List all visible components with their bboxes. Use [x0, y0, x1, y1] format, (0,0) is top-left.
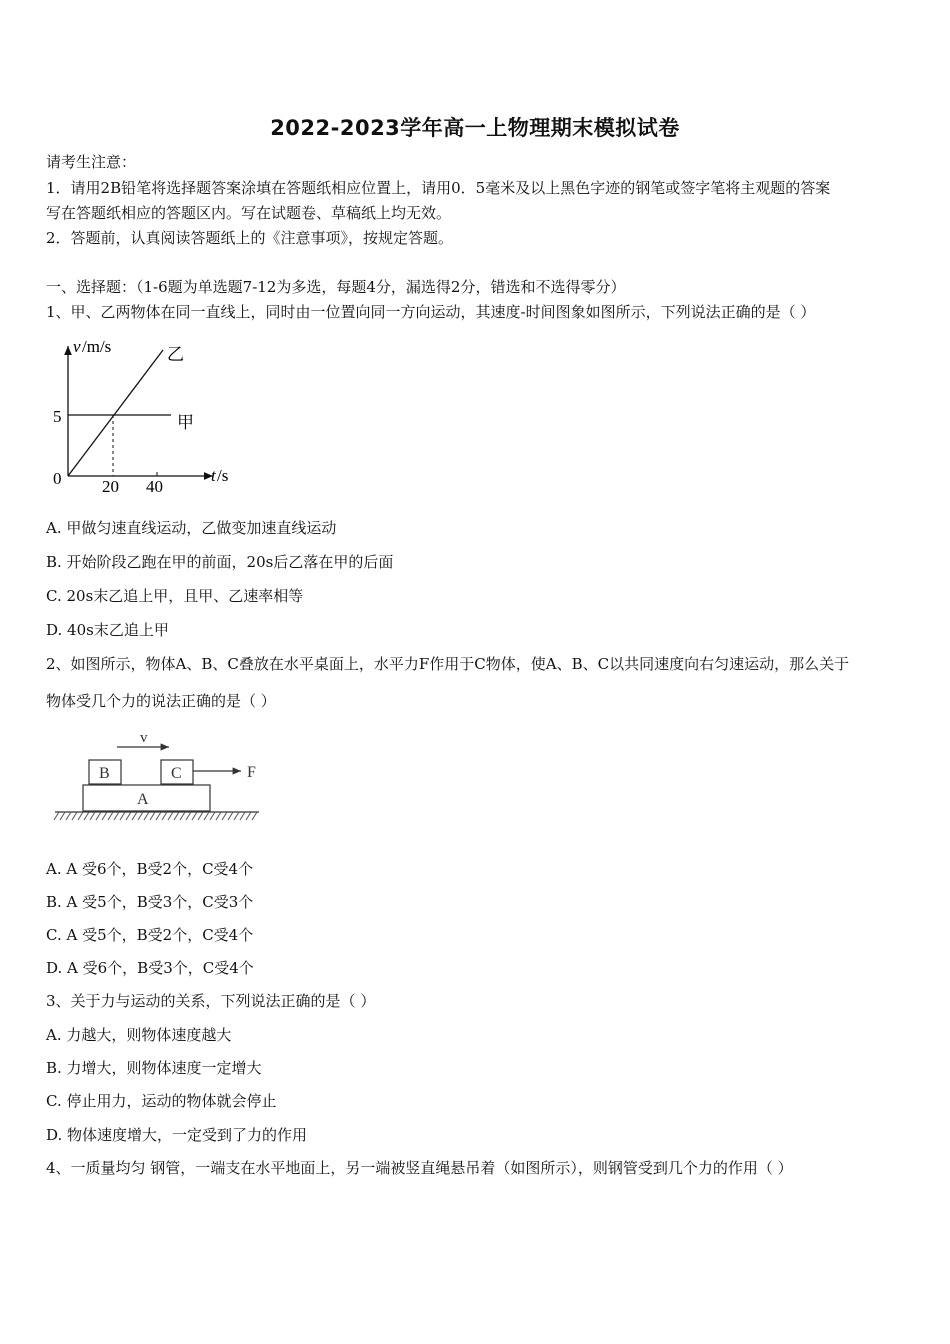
ground-hatch-mark: [162, 812, 167, 820]
q1-option-c: C. 20s末乙追上甲，且甲、乙速率相等: [46, 587, 304, 605]
q2-option-a: A. A 受6个，B受2个，C受4个: [46, 860, 254, 878]
ground-hatch-mark: [240, 812, 245, 820]
q3-stem: 3、关于力与运动的关系，下列说法正确的是（ ）: [46, 992, 376, 1010]
velocity-label: v: [140, 730, 148, 746]
x-tick-40: 40: [146, 477, 163, 496]
y-tick-5: 5: [53, 407, 62, 426]
q3-option-b: B. 力增大，则物体速度一定增大: [46, 1059, 262, 1077]
notice-heading: 请考生注意：: [46, 153, 137, 171]
ground-hatch-mark: [228, 812, 233, 820]
q2-option-c: C. A 受5个，B受2个，C受4个: [46, 926, 254, 944]
q2-stem-line2: 物体受几个力的说法正确的是（ ）: [46, 692, 276, 710]
q3-option-d: D. 物体速度增大，一定受到了力的作用: [46, 1126, 308, 1144]
notice-item: 1．请用2B铅笔将选择题答案涂填在答题纸相应位置上，请用0．5毫米及以上黑色字迹的钢笔或签字笔将主观题的答案: [46, 179, 831, 197]
ground-hatch: [54, 812, 257, 820]
force-label: F: [247, 764, 256, 781]
y-axis-label-v: v: [73, 337, 81, 356]
q2-option-b: B. A 受5个，B受3个，C受3个: [46, 893, 254, 911]
ground-hatch-mark: [84, 812, 89, 820]
series-yi-label: 乙: [167, 345, 184, 364]
ground-hatch-mark: [252, 812, 257, 820]
series-jia-label: 甲: [177, 413, 194, 432]
ground-hatch-mark: [126, 812, 131, 820]
ground-hatch-mark: [216, 812, 221, 820]
ground-hatch-mark: [102, 812, 107, 820]
section-heading: 一、选择题：（1-6题为单选题7-12为多选，每题4分，漏选得2分，错选和不选得零分）: [46, 278, 626, 296]
q1-option-b: B. 开始阶段乙跑在甲的前面，20s后乙落在甲的后面: [46, 553, 394, 571]
notice-item: 2．答题前，认真阅读答题纸上的《注意事项》，按规定答题。: [46, 229, 454, 247]
q1-option-d: D. 40s末乙追上甲: [46, 621, 169, 639]
ground-hatch-mark: [204, 812, 209, 820]
origin-label: 0: [53, 469, 62, 488]
page-title: 2022-2023学年高一上物理期末模拟试卷: [270, 116, 680, 140]
ground-hatch-mark: [138, 812, 143, 820]
ground-hatch-mark: [174, 812, 179, 820]
x-tick-20: 20: [102, 477, 119, 496]
ground-hatch-mark: [120, 812, 125, 820]
q1-stem: 1、甲、乙两物体在同一直线上，同时由一位置向同一方向运动，其速度-时间图象如图所示，下列说法正确的是（ ）: [46, 303, 816, 321]
ground-hatch-mark: [246, 812, 251, 820]
ground-hatch-mark: [210, 812, 215, 820]
notice-item: 写在答题纸相应的答题区内。写在试题卷、草稿纸上均无效。: [46, 204, 452, 222]
ground-hatch-mark: [66, 812, 71, 820]
ground-hatch-mark: [60, 812, 65, 820]
ground-hatch-mark: [198, 812, 203, 820]
blocks-figure: [45, 724, 275, 834]
q2-stem-line1: 2、如图所示，物体A、B、C叠放在水平桌面上，水平力F作用于C物体，使A、B、C以共同速度向右匀速运动，那么关于: [46, 655, 850, 673]
block-c-label: C: [171, 765, 182, 782]
ground-hatch-mark: [78, 812, 83, 820]
ground-hatch-mark: [156, 812, 161, 820]
ground-hatch-mark: [192, 812, 197, 820]
ground-hatch-mark: [180, 812, 185, 820]
q4-stem: 4、一质量均匀 钢管，一端支在水平地面上，另一端被竖直绳悬吊着（如图所示），则钢管受到几个力的作用（ ）: [46, 1159, 793, 1177]
block-b-label: B: [99, 765, 110, 782]
ground-hatch-mark: [108, 812, 113, 820]
velocity-time-graph: [45, 332, 245, 502]
series-yi-line: [68, 350, 163, 476]
ground-hatch-mark: [96, 812, 101, 820]
q3-option-c: C. 停止用力，运动的物体就会停止: [46, 1092, 277, 1110]
ground-hatch-mark: [144, 812, 149, 820]
ground-hatch-mark: [186, 812, 191, 820]
q2-option-d: D. A 受6个，B受3个，C受4个: [46, 959, 254, 977]
x-axis-label-t: t: [211, 466, 216, 485]
ground-hatch-mark: [90, 812, 95, 820]
ground-hatch-mark: [72, 812, 77, 820]
ground-hatch-mark: [150, 812, 155, 820]
ground-hatch-mark: [132, 812, 137, 820]
y-axis-label-unit: /m/s: [82, 337, 112, 356]
q3-option-a: A. 力越大，则物体速度越大: [46, 1026, 232, 1044]
ground-hatch-mark: [234, 812, 239, 820]
ground-hatch-mark: [54, 812, 59, 820]
x-axis-label-unit: /s: [217, 466, 229, 485]
ground-hatch-mark: [168, 812, 173, 820]
q1-option-a: A. 甲做匀速直线运动，乙做变加速直线运动: [46, 519, 337, 537]
ground-hatch-mark: [114, 812, 119, 820]
block-a-label: A: [137, 791, 149, 808]
ground-hatch-mark: [222, 812, 227, 820]
